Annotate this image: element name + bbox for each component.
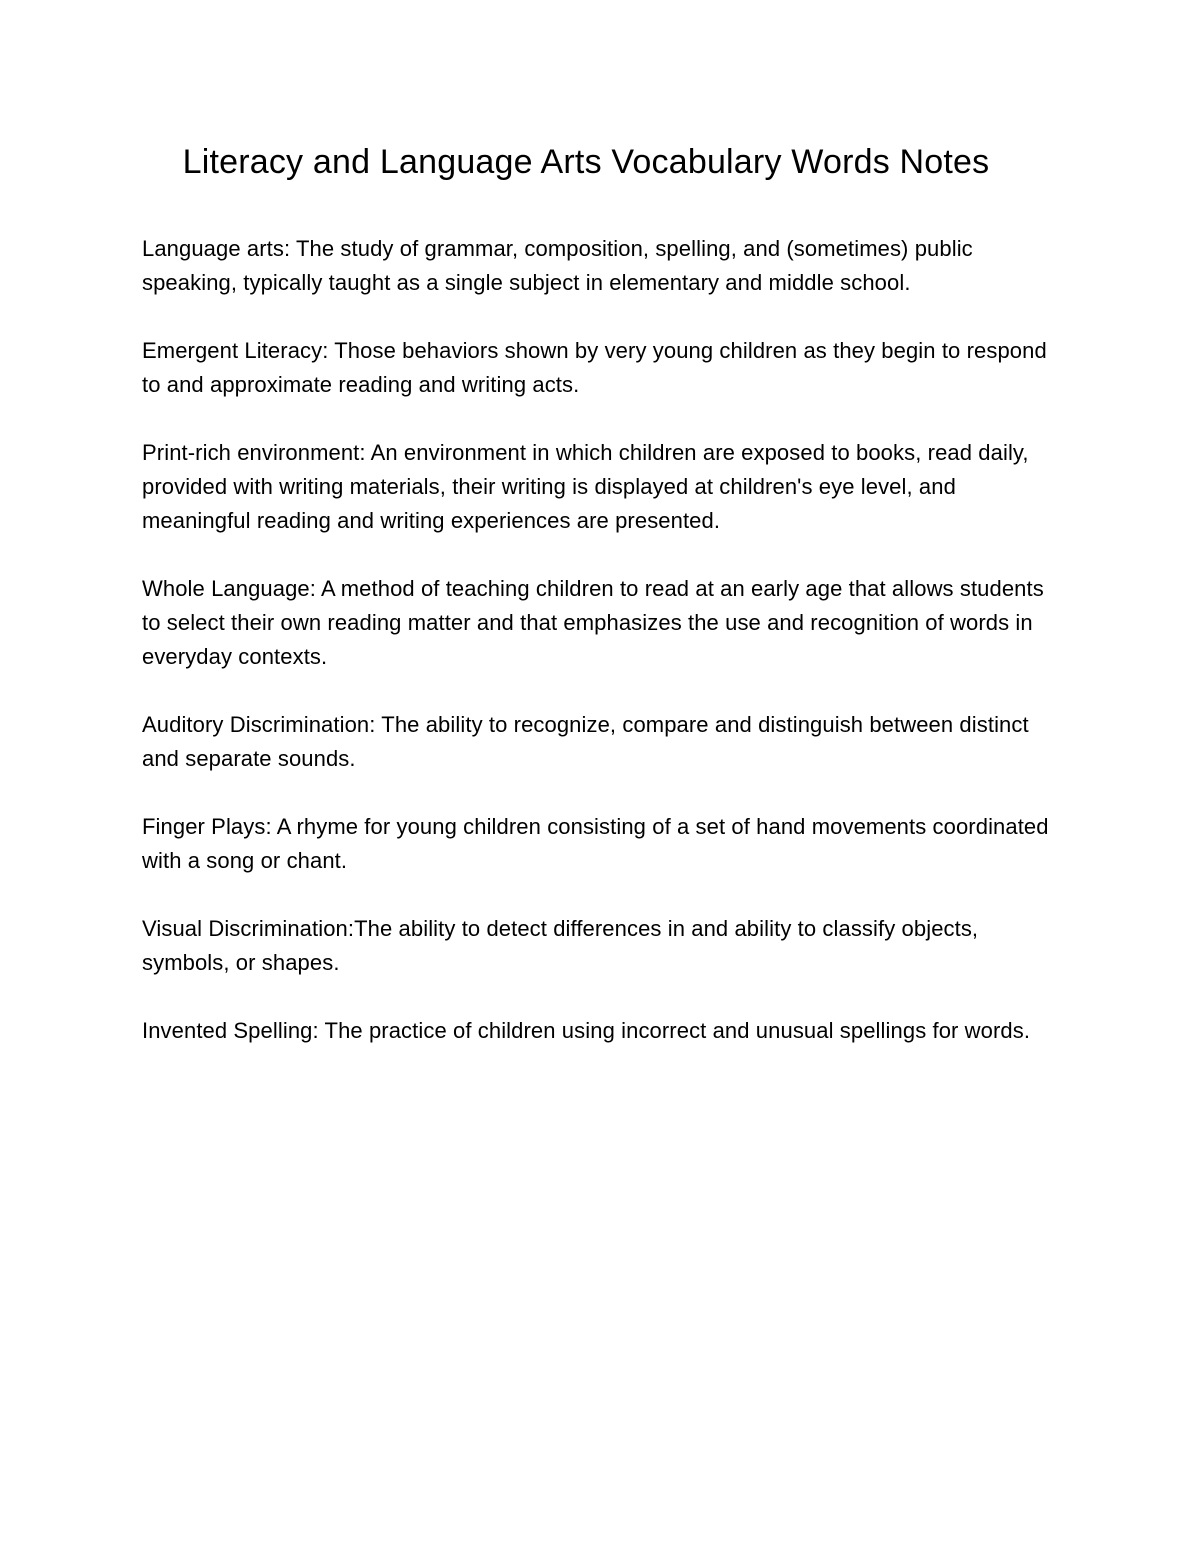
entry-separator: : (283, 236, 297, 261)
entry-term: Invented Spelling (142, 1018, 313, 1043)
vocabulary-entry (142, 232, 1062, 300)
entry-separator: : (322, 338, 335, 363)
entry-definition: A method of teaching children to read at an early age that allows students to select their own reading matter and that emphasizes the use and recognition of words in everyday contexts. (142, 576, 1044, 669)
vocabulary-entry (142, 334, 1062, 402)
entry-separator: : (347, 916, 355, 941)
vocabulary-entry (142, 1014, 1062, 1048)
entry-term: Auditory Discrimination (142, 712, 370, 737)
vocabulary-entry (142, 436, 1062, 538)
entry-definition: An environment in which children are exposed to books, read daily, provided with writing materials, their writing is displayed at children's eye level, and meaningful reading and writing experiences are presented. (142, 440, 1029, 533)
entry-term: Print-rich environment (142, 440, 360, 465)
vocabulary-entry (142, 572, 1062, 674)
vocabulary-list (142, 232, 1062, 1082)
entry-separator: : (309, 576, 321, 601)
entry-separator: : (369, 712, 382, 737)
document-title: Literacy and Language Arts Vocabulary Words Notes (182, 143, 990, 181)
entry-definition: The practice of children using incorrect and unusual spellings for words. (324, 1018, 1031, 1043)
entry-definition: The ability to recognize, compare and distinguish between distinct and separate sounds. (142, 712, 1029, 771)
entry-term: Language arts (142, 236, 284, 261)
entry-separator: : (359, 440, 371, 465)
entry-separator: : (265, 814, 277, 839)
entry-definition: Those behaviors shown by very young children as they begin to respond to and approximate reading and writing acts. (142, 338, 1047, 397)
vocabulary-entry (142, 912, 1062, 980)
entry-term: Whole Language (142, 576, 310, 601)
vocabulary-entry (142, 810, 1062, 878)
entry-separator: : (312, 1018, 325, 1043)
entry-term: Emergent Literacy (142, 338, 323, 363)
vocabulary-entry (142, 708, 1062, 776)
entry-definition: The ability to detect differences in and ability to classify objects, symbols, or shapes. (142, 916, 979, 975)
entry-term: Finger Plays (142, 814, 266, 839)
entry-definition: A rhyme for young children consisting of a set of hand movements coordinated with a song or chant. (142, 814, 1049, 873)
entry-term: Visual Discrimination (142, 916, 348, 941)
entry-definition: The study of grammar, composition, spelling, and (sometimes) public speaking, typically taught as a single subject in elementary and middle school. (142, 236, 973, 295)
